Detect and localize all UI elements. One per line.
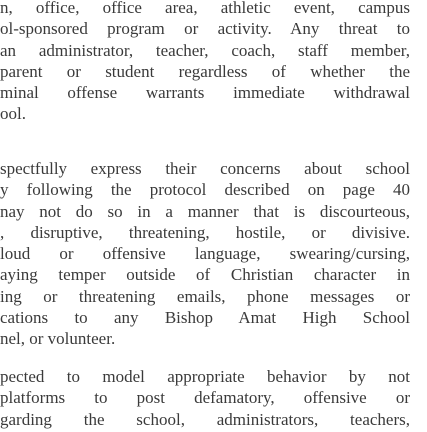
paragraph-parent-concerns <box>0 158 410 350</box>
text-line: an administrator, teacher, coach, staff member, <box>0 40 410 60</box>
text-line: ol-sponsored program or activity. Any threat to <box>0 19 410 39</box>
text-line: y following the protocol described on page 40 <box>0 180 410 200</box>
text-line: platforms to post defamatory, offensive or <box>0 388 410 408</box>
paragraph-social-media <box>0 366 410 430</box>
paragraph-threats-policy <box>0 0 410 125</box>
text-line: nay not do so in a manner that is discourteous, <box>0 201 410 221</box>
text-line: n, office, office area, athletic event, campus <box>0 0 410 17</box>
text-line: , disruptive, threatening, hostile, or divisive. <box>0 222 410 242</box>
text-line: spectfully express their concerns about school <box>0 159 410 178</box>
text-line: ing or threatening emails, phone messages or <box>0 286 410 306</box>
text-line: pected to model appropriate behavior by not <box>0 367 410 386</box>
text-line: aying temper outside of Christian character in <box>0 265 410 285</box>
text-line: parent or student regardless of whether the <box>0 61 410 81</box>
text-line: garding the school, administrators, teachers, <box>0 409 410 429</box>
text-line: loud or offensive language, swearing/cursing, <box>0 244 410 264</box>
text-line: nel, or volunteer. <box>0 329 116 349</box>
text-line: ool. <box>0 104 26 124</box>
text-line: minal offense warrants immediate withdrawal <box>0 83 410 103</box>
text-line: cations to any Bishop Amat High School <box>0 308 410 328</box>
